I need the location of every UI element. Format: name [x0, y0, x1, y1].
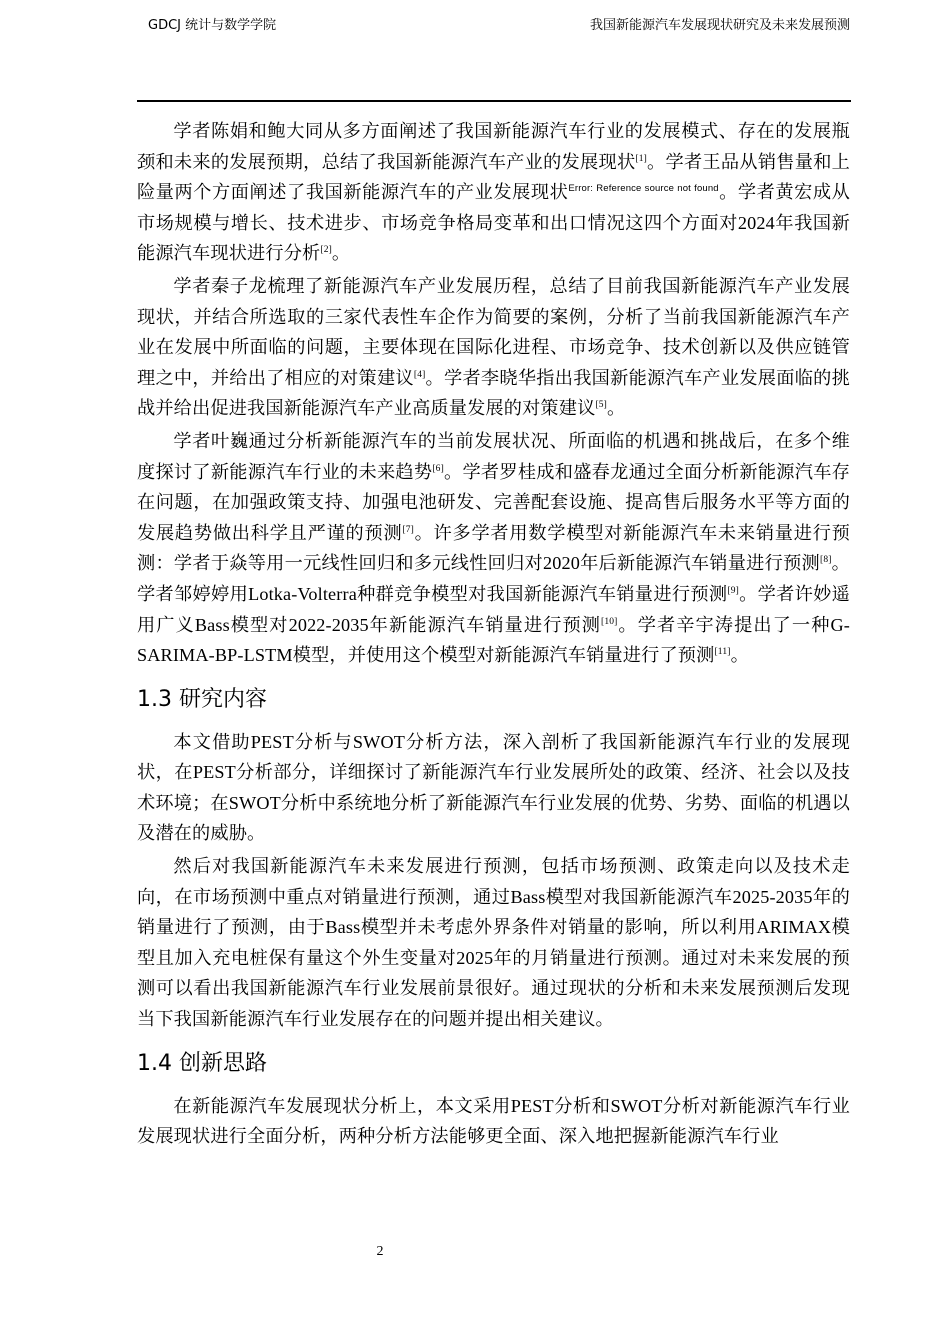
document-body [137, 116, 850, 1154]
citation: [7] [402, 524, 414, 535]
paragraph-5: 然后对我国新能源汽车未来发展进行预测，包括市场预测、政策走向以及技术走向，在市场预测中重点对销量进行预测，通过Bass模型对我国新能源汽车2025-2035年的销量进行了预测，由于Bass模型并未考虑外界条件对销量的影响，所以利用ARIMAX模型且加入充电桩保有量这个外生变量对2025年的月销量进行预测。通过对未来发展的预测可以看出我国新能源汽车行业发展前景很好。通过现状的分析和未来发展预测后发现当下我国新能源汽车行业发展存在的问题并提出相关建议。 [137, 856, 850, 1030]
section-heading-1-4: 1.4 创新思路 [137, 1050, 267, 1076]
paragraph-3: 学者叶巍通过分析新能源汽车的当前发展状况、所面临的机遇和挑战后，在多个维度探讨了新能源汽车行业的未来趋势[6]。学者罗桂成和盛春龙通过全面分析新能源汽车存在问题，在加强政策支持、加强电池研发、完善配套设施、提高售后服务水平等方面的发展趋势做出科学且严谨的预测[7]。许多学者用数学模型对新能源汽车未来销量进行预测：学者于焱等用一元线性回归和多元线性回归对2020年后新能源汽车销量进行预测[8]。学者邹婷婷用Lotka-Volterra种群竞争模型对我国新能源汽车销量进行预测[9]。学者许妙遥用广义Bass模型对2022-2035年新能源汽车销量进行预测[10]。学者辛宇涛提出了一种G-SARIMA-BP-LSTM模型，并使用这个模型对新能源汽车销量进行了预测[11]。 [137, 430, 850, 666]
header-divider [137, 100, 851, 102]
citation: [8] [820, 555, 832, 566]
page-header [148, 14, 850, 34]
citation: [6] [432, 463, 444, 474]
citation: [9] [727, 585, 739, 596]
citation: [4] [413, 369, 426, 380]
header-left-text: GDCJ 统计与数学学院 [148, 18, 277, 33]
citation: [1] [635, 153, 647, 164]
citation: [5] [595, 400, 607, 411]
reference-error: Error: Reference source not found [568, 183, 719, 195]
citation: [11] [714, 647, 731, 658]
section-heading-1-3: 1.3 研究内容 [137, 686, 267, 712]
paragraph-2: 学者秦子龙梳理了新能源汽车产业发展历程，总结了目前我国新能源汽车产业发展现状，并结合所选取的三家代表性车企作为简要的案例，分析了当前我国新能源汽车产业在发展中所面临的问题，主要体现在国际化进程、市场竞争、技术创新以及供应链管理之中，并给出了相应的对策建议[4]。学者李晓华指出我国新能源汽车产业发展面临的挑战并给出促进我国新能源汽车产业高质量发展的对策建议[5]。 [137, 275, 850, 419]
header-right-text: 我国新能源汽车发展现状研究及未来发展预测 [589, 18, 850, 33]
paragraph-6: 在新能源汽车发展现状分析上，本文采用PEST分析和SWOT分析对新能源汽车行业发展现状进行全面分析，两种分析方法能够更全面、深入地把握新能源汽车行业 [137, 1095, 850, 1147]
citation: [2] [320, 245, 332, 256]
paragraph-4: 本文借助PEST分析与SWOT分析方法，深入剖析了我国新能源汽车行业的发展现状，在PEST分析部分，详细探讨了新能源汽车行业发展所处的政策、经济、社会以及技术环境；在SWOT分析中系统地分析了新能源汽车行业发展的优势、劣势、面临的机遇以及潜在的威胁。 [137, 731, 850, 844]
citation: [10] [601, 616, 618, 627]
paragraph-1: 学者陈娟和鲍大同从多方面阐述了我国新能源汽车行业的发展模式、存在的发展瓶颈和未来的发展预期，总结了我国新能源汽车产业的发展现状[1]。学者王品从销售量和上险量两个方面阐述了我国新能源汽车的产业发展现状$^{Error: Reference source not found}$。学者黄宏成从市场规模与增长、技术进步、市场竞争格局变革和出口情况这四个方面对2024年我国新能源汽车现状进行分析[2]。 [137, 121, 850, 264]
page-number: 2 [376, 1244, 384, 1259]
